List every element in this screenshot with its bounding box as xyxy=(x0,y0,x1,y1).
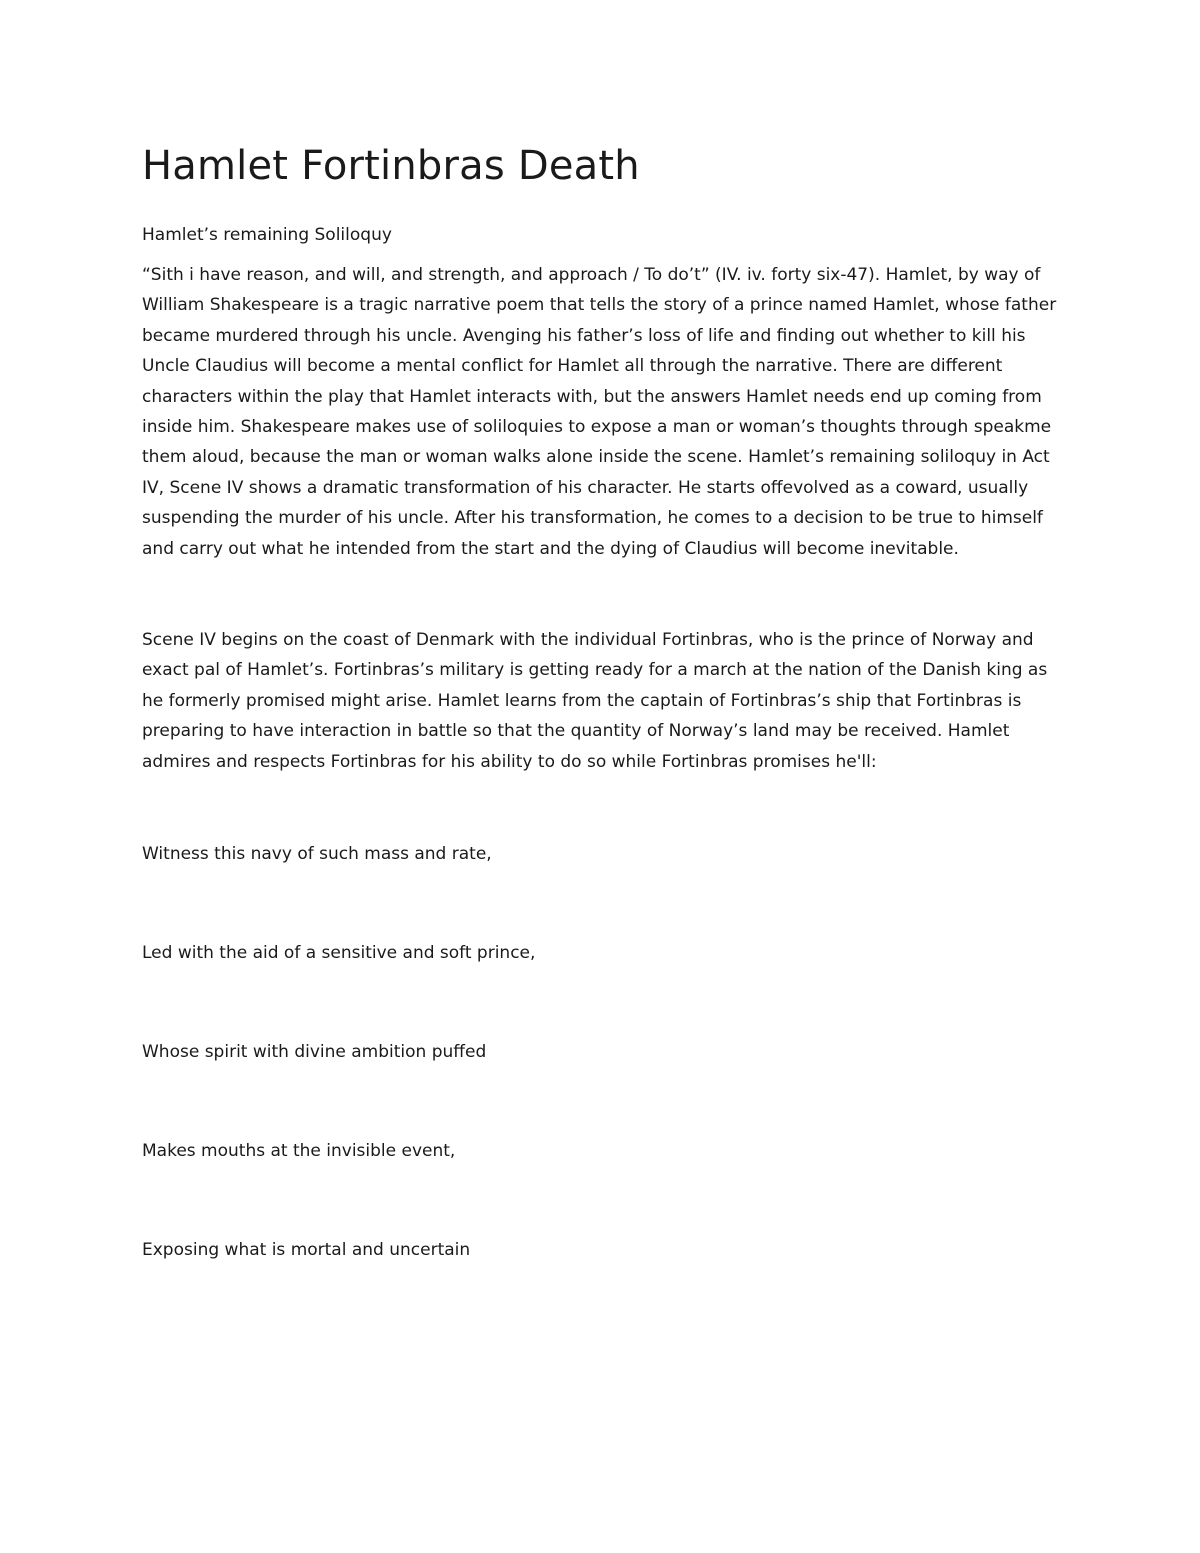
verse-line-1: Witness this navy of such mass and rate, xyxy=(142,844,492,865)
document-body xyxy=(142,138,1062,1334)
verse-line-2: Led with the aid of a sensitive and soft prince, xyxy=(142,943,536,964)
document-subtitle: Hamlet’s remaining Soliloquy xyxy=(142,225,392,245)
verse-line-4: Makes mouths at the invisible event, xyxy=(142,1141,456,1162)
verse-line-3: Whose spirit with divine ambition puffed xyxy=(142,1042,487,1063)
paragraph-2: Scene IV begins on the coast of Denmark with the individual Fortinbras, who is the prince of Norway and exact pal of Hamlet’s. Fortinbras’s military is getting ready for a march at the nation of the Danish king as he formerly promised might arise. Hamlet learns from the captain of Fortinbras’s ship that Fortinbras is preparing to have interaction in battle so that the quantity of Norway’s land may be received. Hamlet admires and respects Fortinbras for his ability to do so while Fortinbras promises he'll: xyxy=(142,630,1048,772)
paragraph-1: “Sith i have reason, and will, and strength, and approach / To do’t” (IV. iv. forty six-47). Hamlet, by way of William Shakespeare is a tragic narrative poem that tells the story of a prince named Hamlet, whose father became murdered through his uncle. Avenging his father’s loss of life and finding out whether to kill his Uncle Claudius will become a mental conflict for Hamlet all through the narrative. There are different characters within the play that Hamlet interacts with, but the answers Hamlet needs end up coming from inside him. Shakespeare makes use of soliloquies to expose a man or woman’s thoughts through speakme them aloud, because the man or woman walks alone inside the scene. Hamlet’s remaining soliloquy in Act IV, Scene IV shows a dramatic transformation of his character. He starts offevolved as a coward, usually suspending the murder of his uncle. After his transformation, he comes to a decision to be true to himself and carry out what he intended from the start and the dying of Claudius will become inevitable. xyxy=(142,265,1057,559)
document-title: Hamlet Fortinbras Death xyxy=(142,143,640,189)
verse-line-5: Exposing what is mortal and uncertain xyxy=(142,1240,471,1261)
